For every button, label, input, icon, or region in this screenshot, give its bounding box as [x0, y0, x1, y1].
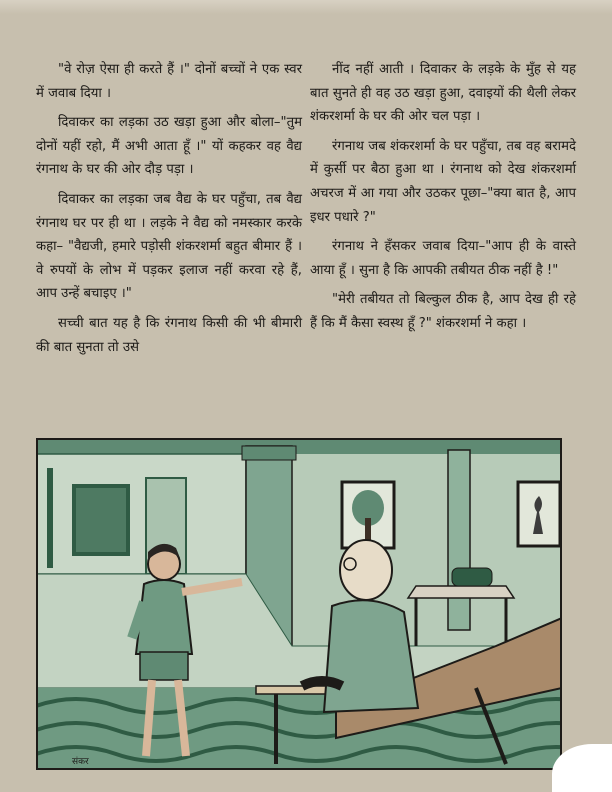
telephone — [452, 568, 492, 586]
curtain — [76, 488, 126, 552]
paragraph: नींद नहीं आती । दिवाकर के लड़के के मुँह से यह बात सुनते ही वह उठ खड़ा हुआ, दवाइयों की थैली लेकर शंकरशर्मा के घर की ओर चल पड़ा । — [310, 62, 576, 125]
old-man-body — [324, 600, 418, 712]
paragraph: सच्ची बात यह है कि रंगनाथ किसी की भी बीमारी की बात सुनता तो उसे — [36, 315, 302, 355]
paragraph: दिवाकर का लड़का जब वैद्य के घर पहुँचा, तब वैद्य रंगनाथ घर पर ही था । लड़के ने वैद्य को नमस्कार करके कहा– "वैद्यजी, हमारे पड़ोसी शंकरशर्मा बहुत बीमार हैं । वे रुपयों के लोभ में पड़कर इलाज नहीं करवा रहे हैं, आप उन्हें बचाइए ।" — [36, 191, 302, 302]
boy-shorts — [140, 652, 188, 680]
text-column-right — [310, 58, 576, 342]
paragraph: "वे रोज़ ऐसा ही करते हैं ।" दोनों बच्चों ने एक स्वर में जवाब दिया । — [36, 62, 302, 101]
page-top-edge — [0, 0, 612, 14]
artist-signature: संकर — [72, 757, 89, 767]
ceiling-band — [36, 438, 562, 454]
pillar-right — [448, 450, 470, 630]
text-column-left — [36, 58, 302, 365]
paragraph: रंगनाथ ने हँसकर जवाब दिया–"आप ही के वास्ते आया हूँ । सुना है कि आपकी तबीयत ठीक नहीं है !" — [310, 239, 576, 278]
paragraph: रंगनाथ जब शंकरशर्मा के घर पहुँचा, तब वह बरामदे में कुर्सी पर बैठा हुआ था । रंगनाथ को देख शंकरशर्मा अचरज में आ गया और उठकर पूछा–"क्या बात है, आप इधर पधारे ?" — [310, 138, 576, 225]
paragraph: दिवाकर का लड़का उठ खड़ा हुआ और बोला–"तुम दोनों यहीं रहो, मैं अभी आता हूँ ।" यों कहकर वह वैद्य रंगनाथ के घर की ओर दौड़ पड़ा । — [36, 115, 302, 178]
paragraph: "मेरी तबीयत तो बिल्कुल ठीक है, आप देख ही रहे हैं कि मैं कैसा स्वस्थ हूँ ?" शंकरशर्मा ने कहा । — [310, 292, 576, 331]
story-illustration — [36, 438, 562, 770]
back-room — [36, 454, 246, 574]
side-table — [408, 586, 514, 598]
